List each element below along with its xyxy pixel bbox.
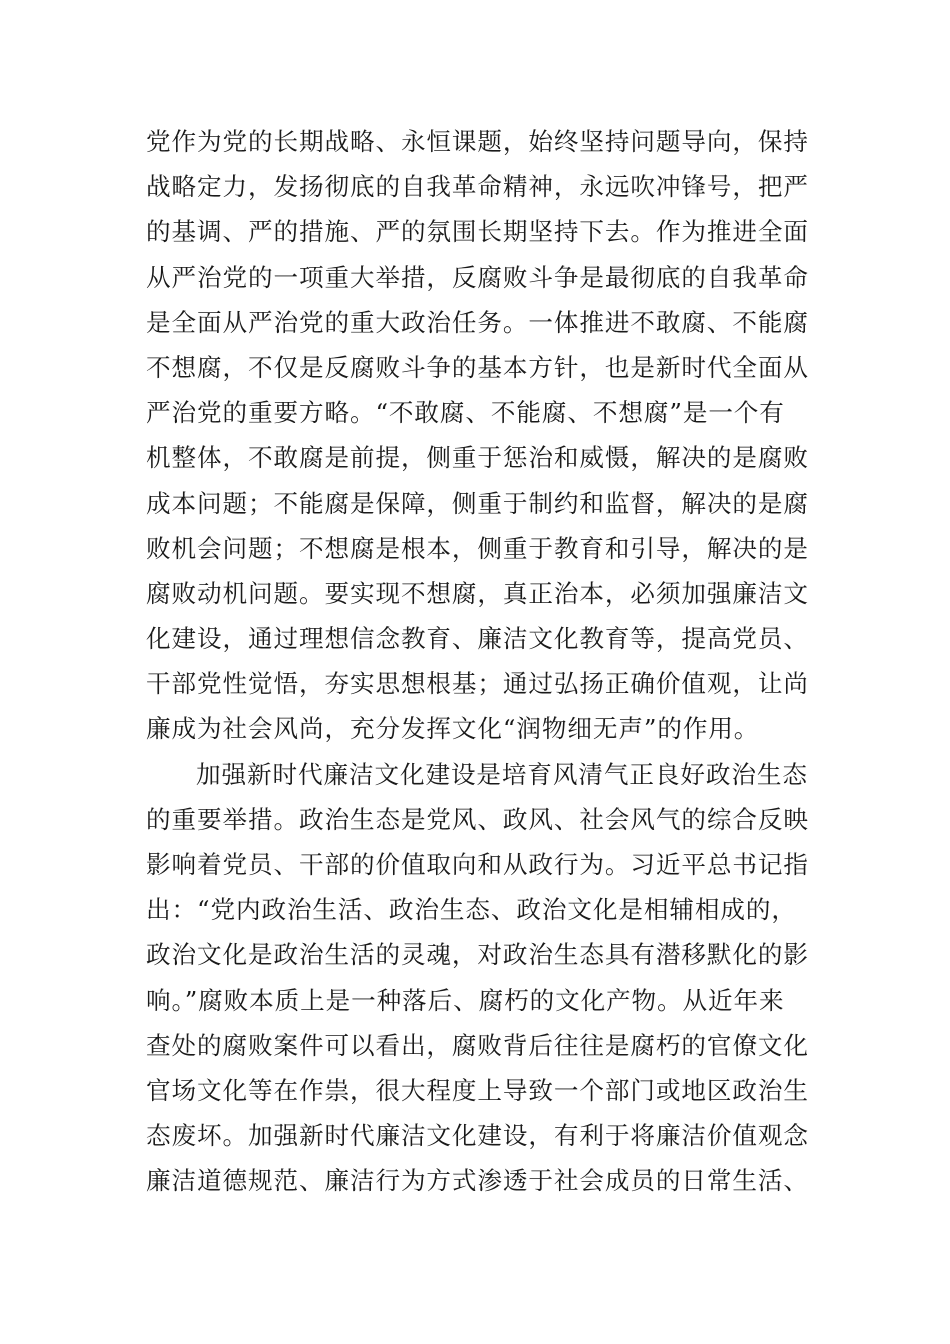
text-line: 出：“党内政治生活、政治生态、政治文化是相辅相成的， bbox=[146, 895, 797, 925]
text-line: 干部党性觉悟，夯实思想根基；通过弘扬正确价值观，让尚 bbox=[146, 669, 809, 699]
text-line: 态废坏。加强新时代廉洁文化建设，有利于将廉洁价值观念 bbox=[146, 1121, 809, 1151]
text-line: 机整体，不敢腐是前提，侧重于惩治和威慑，解决的是腐败 bbox=[146, 443, 809, 473]
paragraph-2 bbox=[146, 752, 816, 1204]
text-line: 的基调、严的措施、严的氛围长期坚持下去。作为推进全面 bbox=[146, 217, 809, 247]
text-line: 严治党的重要方略。“不敢腐、不能腐、不想腐”是一个有 bbox=[146, 398, 785, 428]
text-line: 成本问题；不能腐是保障，侧重于制约和监督，解决的是腐 bbox=[146, 488, 809, 518]
text-line: 政治文化是政治生活的灵魂，对政治生态具有潜移默化的影 bbox=[146, 940, 809, 970]
text-line: 腐败动机问题。要实现不想腐，真正治本，必须加强廉洁文 bbox=[146, 578, 809, 608]
text-line: 廉成为社会风尚，充分发挥文化“润物细无声”的作用。 bbox=[146, 714, 760, 744]
text-line: 败机会问题；不想腐是根本，侧重于教育和引导，解决的是 bbox=[146, 533, 809, 563]
text-line: 不想腐，不仅是反腐败斗争的基本方针，也是新时代全面从 bbox=[146, 352, 809, 382]
text-line-indented: 加强新时代廉洁文化建设是培育风清气正良好政治生态 bbox=[196, 759, 808, 789]
text-line: 廉洁道德规范、廉洁行为方式渗透于社会成员的日常生活、 bbox=[146, 1166, 809, 1196]
text-line: 从严治党的一项重大举措，反腐败斗争是最彻底的自我革命 bbox=[146, 262, 809, 292]
paragraph-1 bbox=[146, 119, 816, 752]
text-line: 化建设，通过理想信念教育、廉洁文化教育等，提高党员、 bbox=[146, 624, 809, 654]
body-text bbox=[146, 119, 816, 1204]
text-line: 战略定力，发扬彻底的自我革命精神，永远吹冲锋号，把严 bbox=[146, 172, 809, 202]
text-line: 是全面从严治党的重大政治任务。一体推进不敢腐、不能腐 bbox=[146, 307, 809, 337]
text-line: 党作为党的长期战略、永恒课题，始终坚持问题导向，保持 bbox=[146, 127, 809, 156]
text-line: 查处的腐败案件可以看出，腐败背后往往是腐朽的官僚文化 bbox=[146, 1030, 809, 1060]
text-line: 官场文化等在作祟，很大程度上导致一个部门或地区政治生 bbox=[146, 1075, 809, 1105]
text-line: 的重要举措。政治生态是党风、政风、社会风气的综合反映 bbox=[146, 804, 809, 834]
text-line: 响。”腐败本质上是一种落后、腐朽的文化产物。从近年来 bbox=[146, 985, 785, 1015]
text-line: 影响着党员、干部的价值取向和从政行为。习近平总书记指 bbox=[146, 850, 809, 879]
